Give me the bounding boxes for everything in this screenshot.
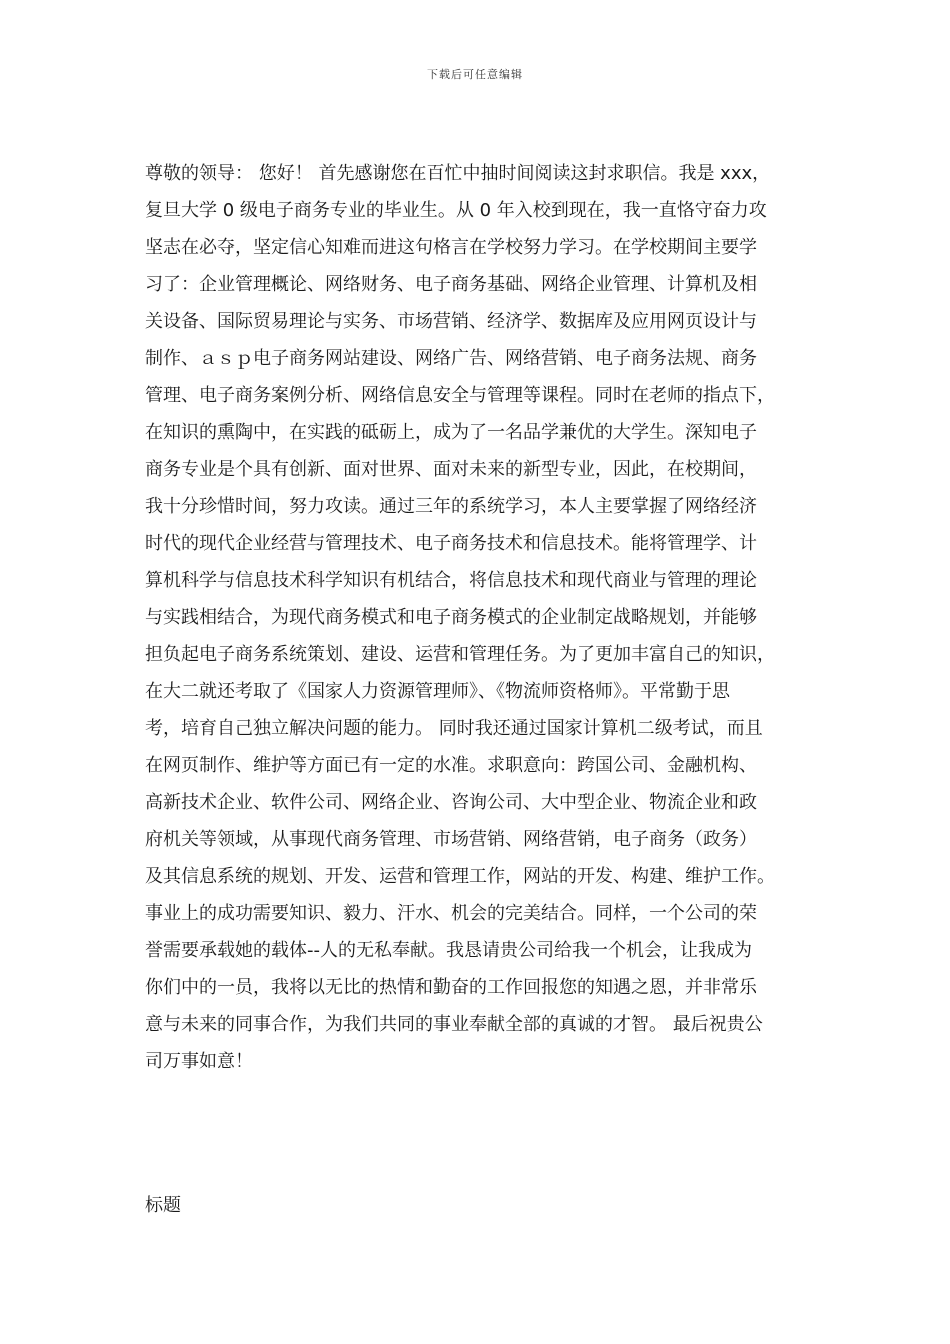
- letter-line: 习了：企业管理概论、网络财务、电子商务基础、网络企业管理、计算机及相: [145, 274, 757, 295]
- page-header: 下载后可任意编辑: [427, 68, 523, 81]
- letter-line: 府机关等领域，从事现代商务管理、市场营销、网络营销，电子商务（政务）: [145, 829, 757, 850]
- letter-line: 在网页制作、维护等方面已有一定的水准。求职意向：跨国公司、金融机构、: [145, 755, 757, 776]
- letter-line: 与实践相结合，为现代商务模式和电子商务模式的企业制定战略规划，并能够: [145, 607, 757, 628]
- letter-line: 事业上的成功需要知识、毅力、汗水、机会的完美结合。同样，一个公司的荣: [145, 903, 757, 924]
- letter-line: 时代的现代企业经营与管理技术、电子商务技术和信息技术。能将管理学、计: [145, 533, 757, 554]
- footer-title: 标题: [145, 1195, 181, 1216]
- letter-line: 制作、ａｓｐ电子商务网站建设、网络广告、网络营销、电子商务法规、商务: [145, 348, 757, 369]
- letter-line: 司万事如意！: [145, 1051, 253, 1072]
- letter-line: 考，培育自己独立解决问题的能力。 同时我还通过国家计算机二级考试，而且: [145, 718, 763, 739]
- letter-line: 我十分珍惜时间，努力攻读。通过三年的系统学习，本人主要掌握了网络经济: [145, 496, 757, 517]
- letter-line: 商务专业是个具有创新、面对世界、面对未来的新型专业，因此，在校期间，: [145, 459, 757, 480]
- letter-line: 复旦大学 0 级电子商务专业的毕业生。从 0 年入校到现在，我一直恪守奋力攻: [145, 200, 767, 221]
- letter-line: 意与未来的同事合作，为我们共同的事业奉献全部的真诚的才智。 最后祝贵公: [145, 1014, 763, 1035]
- letter-line: 在知识的熏陶中，在实践的砥砺上，成为了一名品学兼优的大学生。深知电子: [145, 422, 757, 443]
- letter-line: 誉需要承载她的载体--人的无私奉献。我恳请贵公司给我一个机会，让我成为: [145, 940, 752, 961]
- letter-line: 算机科学与信息技术科学知识有机结合，将信息技术和现代商业与管理的理论: [145, 570, 757, 591]
- letter-body: [145, 155, 805, 1080]
- letter-line: 及其信息系统的规划、开发、运营和管理工作，网站的开发、构建、维护工作。: [145, 866, 775, 887]
- letter-line: 关设备、国际贸易理论与实务、市场营销、经济学、数据库及应用网页设计与: [145, 311, 757, 332]
- letter-line: 担负起电子商务系统策划、建设、运营和管理任务。为了更加丰富自己的知识，: [145, 644, 775, 665]
- letter-line: 高新技术企业、软件公司、网络企业、咨询公司、大中型企业、物流企业和政: [145, 792, 757, 813]
- letter-line: 尊敬的领导： 您好！ 首先感谢您在百忙中抽时间阅读这封求职信。我是 xxx，: [145, 163, 771, 184]
- letter-line: 在大二就还考取了《国家人力资源管理师》、《物流师资格师》。平常勤于思: [145, 681, 730, 702]
- letter-line: 你们中的一员，我将以无比的热情和勤奋的工作回报您的知遇之恩，并非常乐: [145, 977, 757, 998]
- letter-line: 坚志在必夺，坚定信心知难而进这句格言在学校努力学习。在学校期间主要学: [145, 237, 757, 258]
- letter-line: 管理、电子商务案例分析、网络信息安全与管理等课程。同时在老师的指点下，: [145, 385, 775, 406]
